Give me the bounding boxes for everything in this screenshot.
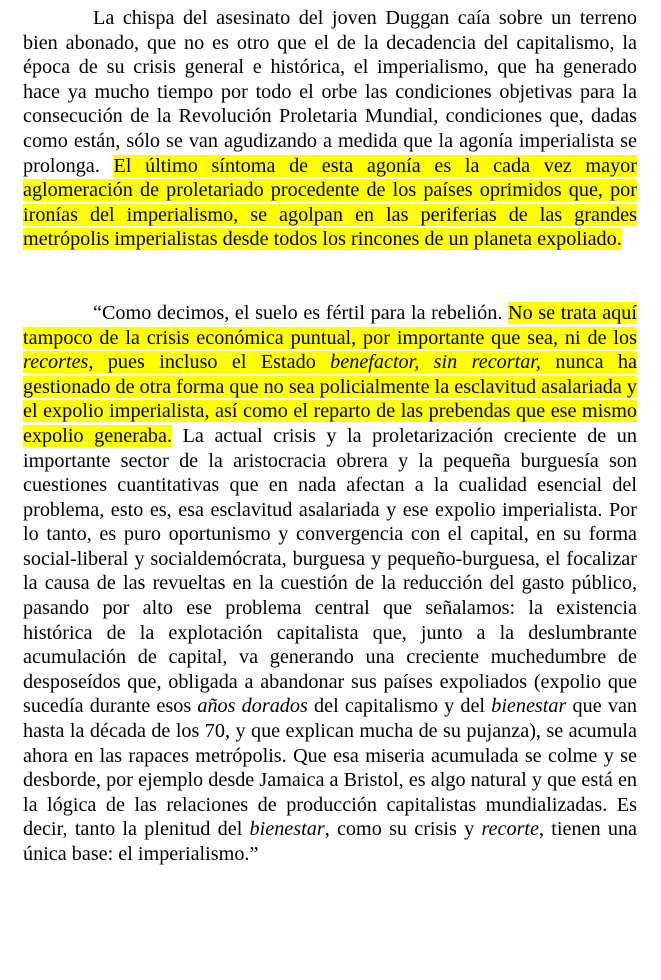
italic-recorte: recorte [481, 818, 539, 841]
document-page [23, 6, 637, 867]
italic-recortes: recortes [23, 351, 89, 374]
paragraph-1-text: La chispa del asesinato del joven Duggan caía sobre un terreno bien abonado, que no es otro que el de la decadencia del capitalismo, la época de su crisis general e histórica, el imperialismo, que ha generado hace ya mucho tiempo por todo el orbe las condiciones objetivas para la consecución de la Revolución Proletaria Mundial, condiciones que, dadas como están, sólo se van agudizando a medida que la agonía imperialista se prolonga. [23, 7, 637, 177]
paragraph-quote [23, 301, 637, 867]
italic-anos-dorados: años dorados [197, 695, 308, 718]
quote-body-1: La actual crisis y la proletarización creciente de un importante sector de la aristocracia obrera y la pequeña burguesía son cuestiones cuantitativas que en nada afectan a la cualidad esencial del problema, esto es, esa esclavitud asalariada y ese expolio imperialista. Por lo tanto, es puro oportunismo y convergencia con el capital, en su forma social-liberal y socialdemócrata, burguesa y pequeño-burguesa, el focalizar la causa de las revueltas en la cuestión de la reducción del gasto público, pasando por alto ese problema central que señalamos: la existencia histórica de la explotación capitalista que, junto a la deslumbrante acumulación de capital, va generando una creciente muchedumbre de desposeídos que, obligada a abandonar sus países expoliados (expolio que sucedía durante esos [23, 424, 637, 718]
quote-body-2: del capitalismo y del [307, 695, 492, 718]
quote-body-3: que van hasta la década de los 70, y que explican mucha de su pujanza), se acumula ahora en las rapaces metrópolis. Que esa miseria acumulada se colme y se desborde, por ejemplo desde Jamaica a Bristol, es algo natural y que está en la lógica de las relaciones de producción capitalistas mundializadas. Es decir, tanto la plenitud del [23, 695, 638, 841]
italic-bienestar-2: bienestar [249, 818, 325, 841]
quote-body-5: , tienen una única base: el imperialismo.” [23, 818, 637, 865]
italic-bienestar-1: bienestar [491, 695, 567, 718]
highlight-text-3: nunca ha gestionado de otra forma que no sea policialmente la esclavitud asalariada y el expolio imperialista, así como el reparto de las prebendas que ese mismo expolio generaba. [23, 351, 637, 447]
highlight-text-1: No se trata aquí tampoco de la crisis económica puntual, por importante que sea, ni de los [23, 301, 637, 349]
quote-body-4: , como su crisis y [324, 818, 482, 841]
italic-benefactor: benefactor, sin recortar, [330, 351, 541, 374]
highlighted-passage-1: El último síntoma de esta agonía es la cada vez mayor aglomeración de proletariado procedente de los países oprimidos que, por ironías del imperialismo, se agolpan en las periferias de las grandes metrópolis imperialistas desde todos los rincones de un planeta expoliado. [23, 154, 637, 251]
paragraph-duggan [23, 6, 637, 252]
quote-intro: “Como decimos, el suelo es fértil para la rebelión. [93, 301, 508, 324]
paragraph-spacer [23, 252, 637, 301]
highlight-text-2: , pues incluso el Estado [88, 351, 331, 374]
